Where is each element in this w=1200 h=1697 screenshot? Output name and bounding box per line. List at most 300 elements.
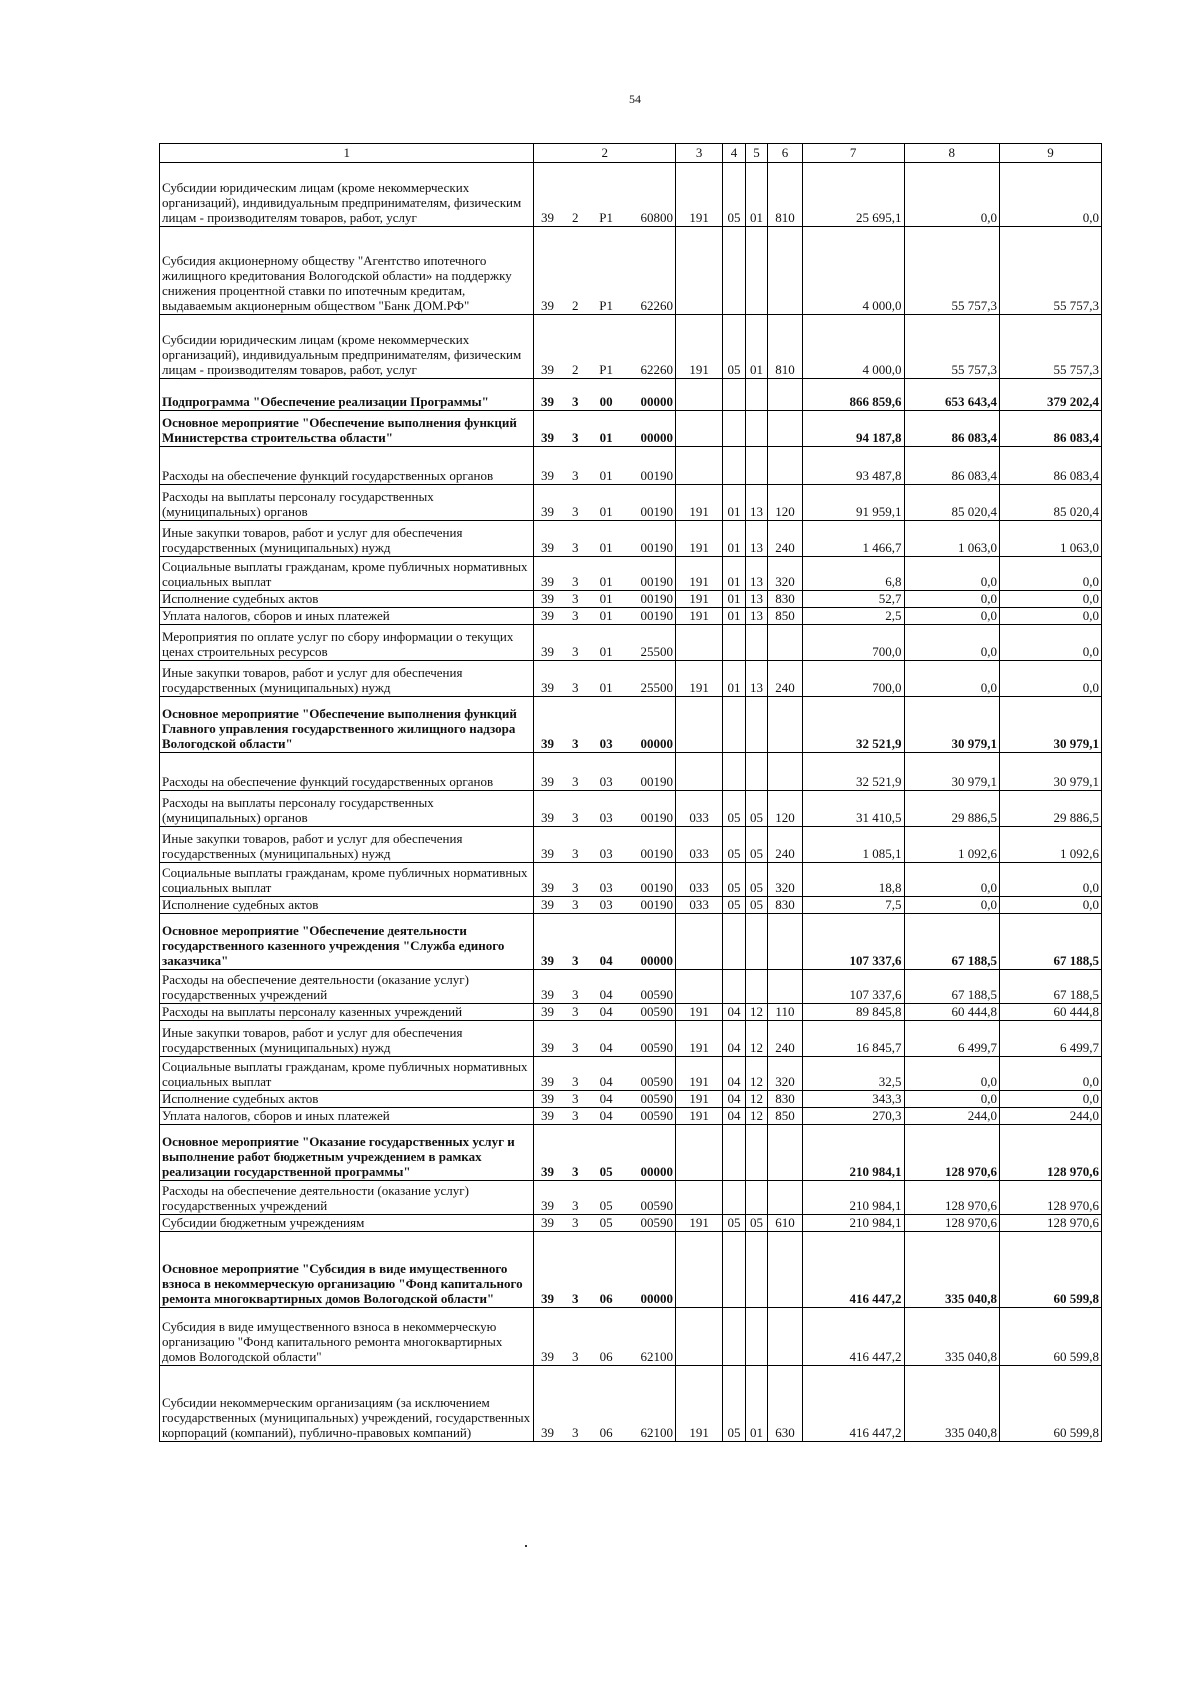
code-direction: 00590 (640, 1040, 674, 1055)
row-name: Основное мероприятие "Оказание государственных услуг и выполнение работ бюджетным учреждением в рамках реализации государственной программы" (160, 1125, 534, 1181)
code-direction: 00000 (640, 394, 674, 409)
row-col4 (723, 447, 746, 485)
code-subprogram: 3 (572, 591, 579, 606)
row-code (534, 1108, 676, 1125)
code-event: 04 (599, 1004, 613, 1019)
row-code (534, 1125, 676, 1181)
row-code (534, 625, 676, 661)
row-code (534, 970, 676, 1004)
row-col3: 033 (676, 827, 723, 863)
code-event: 03 (599, 774, 613, 789)
row-value-8: 335 040,8 (904, 1366, 999, 1442)
row-col6 (768, 1125, 802, 1181)
row-value-8: 55 757,3 (904, 315, 999, 379)
row-value-8: 85 020,4 (904, 485, 999, 521)
row-col6: 240 (768, 521, 802, 557)
row-col3: 191 (676, 485, 723, 521)
row-col5 (745, 970, 768, 1004)
row-col6: 810 (768, 315, 802, 379)
code-program: 39 (540, 468, 554, 483)
code-subprogram: 3 (572, 680, 579, 695)
row-col6 (768, 625, 802, 661)
page-number: 54 (629, 92, 641, 106)
table-row (160, 1021, 1102, 1057)
row-name: Основное мероприятие "Обеспечение выполнения функций Министерства строительства области" (160, 411, 534, 447)
row-value-9: 30 979,1 (1000, 753, 1102, 791)
code-subprogram: 3 (572, 1091, 579, 1106)
row-value-7: 6,8 (802, 557, 904, 591)
row-value-9: 128 970,6 (1000, 1215, 1102, 1232)
row-name: Расходы на выплаты персоналу государственных (муниципальных) органов (160, 485, 534, 521)
header-cell: 6 (768, 144, 802, 163)
row-col4 (723, 914, 746, 970)
table-row (160, 970, 1102, 1004)
code-direction: 00190 (640, 880, 674, 895)
row-col5: 01 (745, 1366, 768, 1442)
row-value-8: 0,0 (904, 897, 999, 914)
header-cell: 9 (1000, 144, 1102, 163)
code-event: 05 (599, 1215, 613, 1230)
code-program: 39 (540, 880, 554, 895)
row-col4 (723, 625, 746, 661)
table-row (160, 521, 1102, 557)
code-event: 01 (599, 540, 613, 555)
table-row (160, 863, 1102, 897)
row-code (534, 1232, 676, 1308)
row-col3 (676, 1125, 723, 1181)
row-col4: 04 (723, 1004, 746, 1021)
row-name: Уплата налогов, сборов и иных платежей (160, 608, 534, 625)
row-col6: 120 (768, 791, 802, 827)
row-name: Основное мероприятие "Обеспечение выполнения функций Главного управления государственного жилищного надзора Вологодской области" (160, 697, 534, 753)
row-value-7: 700,0 (802, 661, 904, 697)
row-name: Расходы на выплаты персоналу казенных учреждений (160, 1004, 534, 1021)
code-program: 39 (540, 846, 554, 861)
table-body (160, 163, 1102, 1442)
row-col6: 110 (768, 1004, 802, 1021)
row-col5: 12 (745, 1004, 768, 1021)
code-direction: 00590 (640, 1004, 674, 1019)
row-value-9: 0,0 (1000, 557, 1102, 591)
row-value-8: 30 979,1 (904, 697, 999, 753)
row-value-8: 653 643,4 (904, 379, 999, 411)
row-value-7: 416 447,2 (802, 1366, 904, 1442)
row-col6: 830 (768, 1091, 802, 1108)
row-col4 (723, 1232, 746, 1308)
row-col6: 850 (768, 608, 802, 625)
row-name: Социальные выплаты гражданам, кроме публичных нормативных социальных выплат (160, 1057, 534, 1091)
row-col5: 13 (745, 521, 768, 557)
code-program: 39 (540, 897, 554, 912)
row-code (534, 914, 676, 970)
code-subprogram: 3 (572, 1108, 579, 1123)
row-col3 (676, 447, 723, 485)
row-col4: 05 (723, 1215, 746, 1232)
row-col3 (676, 1308, 723, 1366)
row-col4 (723, 411, 746, 447)
row-col3 (676, 1181, 723, 1215)
code-event: 01 (599, 591, 613, 606)
code-event: 01 (599, 504, 613, 519)
code-event: P1 (599, 210, 614, 225)
code-direction: 62100 (640, 1425, 674, 1440)
row-value-7: 32,5 (802, 1057, 904, 1091)
row-code (534, 753, 676, 791)
code-event: 00 (599, 394, 613, 409)
code-subprogram: 3 (572, 897, 579, 912)
code-event: 06 (599, 1425, 613, 1440)
row-col6: 830 (768, 591, 802, 608)
code-subprogram: 3 (572, 644, 579, 659)
code-program: 39 (540, 1198, 554, 1213)
code-direction: 00190 (640, 608, 674, 623)
header-cell: 2 (534, 144, 676, 163)
table-row (160, 625, 1102, 661)
row-code (534, 1215, 676, 1232)
row-col6 (768, 411, 802, 447)
row-col5: 05 (745, 1215, 768, 1232)
row-col5: 01 (745, 315, 768, 379)
code-direction: 00000 (640, 430, 674, 445)
code-subprogram: 3 (572, 880, 579, 895)
row-col5 (745, 1181, 768, 1215)
row-value-8: 1 063,0 (904, 521, 999, 557)
row-name: Социальные выплаты гражданам, кроме публичных нормативных социальных выплат (160, 557, 534, 591)
row-value-7: 91 959,1 (802, 485, 904, 521)
code-program: 39 (540, 736, 554, 751)
code-subprogram: 3 (572, 1040, 579, 1055)
code-subprogram: 3 (572, 1004, 579, 1019)
row-code (534, 791, 676, 827)
row-col6 (768, 970, 802, 1004)
table-row (160, 379, 1102, 411)
row-value-8: 0,0 (904, 163, 999, 227)
row-col6 (768, 379, 802, 411)
row-code (534, 1091, 676, 1108)
header-row (160, 144, 1102, 163)
row-col6: 810 (768, 163, 802, 227)
code-direction: 00000 (640, 736, 674, 751)
code-direction: 00590 (640, 1215, 674, 1230)
row-code (534, 1308, 676, 1366)
scan-speck (525, 1545, 527, 1547)
code-event: 04 (599, 953, 613, 968)
row-col4: 01 (723, 661, 746, 697)
header-cell: 7 (802, 144, 904, 163)
row-col5: 12 (745, 1021, 768, 1057)
table-row (160, 1091, 1102, 1108)
row-col3 (676, 753, 723, 791)
code-program: 39 (540, 810, 554, 825)
code-direction: 00190 (640, 540, 674, 555)
code-program: 39 (540, 953, 554, 968)
row-col6: 320 (768, 863, 802, 897)
row-value-7: 210 984,1 (802, 1215, 904, 1232)
row-code (534, 1021, 676, 1057)
code-subprogram: 3 (572, 774, 579, 789)
table-row (160, 1004, 1102, 1021)
code-event: 04 (599, 1091, 613, 1106)
code-program: 39 (540, 394, 554, 409)
row-col3: 191 (676, 1366, 723, 1442)
table-row (160, 1366, 1102, 1442)
row-value-9: 0,0 (1000, 1091, 1102, 1108)
row-name: Исполнение судебных актов (160, 897, 534, 914)
row-name: Иные закупки товаров, работ и услуг для обеспечения государственных (муниципальных) нужд (160, 1021, 534, 1057)
code-direction: 00000 (640, 953, 674, 968)
row-value-8: 67 188,5 (904, 914, 999, 970)
code-program: 39 (540, 987, 554, 1002)
code-program: 39 (540, 1291, 554, 1306)
code-event: 06 (599, 1349, 613, 1364)
code-subprogram: 3 (572, 430, 579, 445)
code-direction: 00000 (640, 1291, 674, 1306)
row-col5: 12 (745, 1108, 768, 1125)
row-value-7: 210 984,1 (802, 1181, 904, 1215)
row-col4: 05 (723, 863, 746, 897)
row-name: Субсидии бюджетным учреждениям (160, 1215, 534, 1232)
row-code (534, 227, 676, 315)
table-row (160, 791, 1102, 827)
code-program: 39 (540, 1349, 554, 1364)
row-col5: 05 (745, 897, 768, 914)
row-value-8: 0,0 (904, 591, 999, 608)
code-subprogram: 3 (572, 1164, 579, 1179)
row-code (534, 485, 676, 521)
code-direction: 00190 (640, 846, 674, 861)
code-event: 03 (599, 810, 613, 825)
row-value-9: 0,0 (1000, 863, 1102, 897)
row-col4 (723, 970, 746, 1004)
row-value-7: 32 521,9 (802, 753, 904, 791)
row-name: Субсидия акционерному обществу "Агентство ипотечного жилищного кредитования Вологодской области» на поддержку снижения процентной ставки по ипотечным кредитам, выдаваемым акционерным обществом "Банк ДОМ.РФ" (160, 227, 534, 315)
row-value-9: 1 063,0 (1000, 521, 1102, 557)
row-name: Расходы на обеспечение деятельности (оказание услуг) государственных учреждений (160, 1181, 534, 1215)
table-row (160, 447, 1102, 485)
table-row (160, 1181, 1102, 1215)
row-col3 (676, 914, 723, 970)
code-event: 05 (599, 1198, 613, 1213)
row-value-8: 335 040,8 (904, 1232, 999, 1308)
row-value-7: 107 337,6 (802, 970, 904, 1004)
code-program: 39 (540, 362, 554, 377)
row-code (534, 697, 676, 753)
row-value-9: 6 499,7 (1000, 1021, 1102, 1057)
row-col5: 13 (745, 661, 768, 697)
row-value-7: 700,0 (802, 625, 904, 661)
row-value-8: 1 092,6 (904, 827, 999, 863)
row-value-9: 85 020,4 (1000, 485, 1102, 521)
row-value-8: 128 970,6 (904, 1215, 999, 1232)
code-direction: 00190 (640, 810, 674, 825)
row-col6 (768, 1232, 802, 1308)
row-col3: 033 (676, 791, 723, 827)
row-col6: 240 (768, 661, 802, 697)
code-program: 39 (540, 680, 554, 695)
code-event: P1 (599, 362, 614, 377)
row-col5: 05 (745, 827, 768, 863)
row-col3: 033 (676, 897, 723, 914)
row-col4 (723, 379, 746, 411)
row-value-8: 60 444,8 (904, 1004, 999, 1021)
code-subprogram: 3 (572, 1198, 579, 1213)
code-program: 39 (540, 608, 554, 623)
row-value-8: 0,0 (904, 661, 999, 697)
row-col3: 191 (676, 661, 723, 697)
table-row (160, 557, 1102, 591)
row-name: Субсидия в виде имущественного взноса в некоммерческую организацию "Фонд капитального ремонта многоквартирных домов Вологодской области" (160, 1308, 534, 1366)
code-subprogram: 3 (572, 987, 579, 1002)
row-value-7: 2,5 (802, 608, 904, 625)
row-value-8: 128 970,6 (904, 1125, 999, 1181)
code-event: 03 (599, 880, 613, 895)
row-value-9: 0,0 (1000, 591, 1102, 608)
row-code (534, 379, 676, 411)
row-col4: 01 (723, 485, 746, 521)
row-col4: 05 (723, 1366, 746, 1442)
row-value-9: 67 188,5 (1000, 914, 1102, 970)
table-row (160, 608, 1102, 625)
row-code (534, 608, 676, 625)
row-col4: 01 (723, 557, 746, 591)
row-col5 (745, 697, 768, 753)
table-row (160, 591, 1102, 608)
row-value-8: 29 886,5 (904, 791, 999, 827)
row-value-9: 86 083,4 (1000, 411, 1102, 447)
row-name: Иные закупки товаров, работ и услуг для обеспечения государственных (муниципальных) нужд (160, 521, 534, 557)
code-program: 39 (540, 1074, 554, 1089)
row-col4: 05 (723, 791, 746, 827)
row-value-9: 0,0 (1000, 661, 1102, 697)
header-cell: 8 (904, 144, 999, 163)
row-name: Иные закупки товаров, работ и услуг для обеспечения государственных (муниципальных) нужд (160, 827, 534, 863)
code-subprogram: 3 (572, 1074, 579, 1089)
table-row (160, 1057, 1102, 1091)
row-value-8: 30 979,1 (904, 753, 999, 791)
row-value-8: 67 188,5 (904, 970, 999, 1004)
row-value-9: 0,0 (1000, 897, 1102, 914)
row-value-7: 866 859,6 (802, 379, 904, 411)
row-value-7: 93 487,8 (802, 447, 904, 485)
row-col4: 05 (723, 897, 746, 914)
code-program: 39 (540, 774, 554, 789)
row-col4: 01 (723, 591, 746, 608)
row-name: Исполнение судебных актов (160, 1091, 534, 1108)
row-col5: 12 (745, 1091, 768, 1108)
row-code (534, 591, 676, 608)
code-event: 06 (599, 1291, 613, 1306)
row-col4 (723, 753, 746, 791)
row-name: Субсидии юридическим лицам (кроме некоммерческих организаций), индивидуальным предпринимателям, физическим лицам - производителям товаров, работ, услуг (160, 315, 534, 379)
code-event: 01 (599, 430, 613, 445)
table-row (160, 753, 1102, 791)
code-subprogram: 3 (572, 1425, 579, 1440)
row-col6: 120 (768, 485, 802, 521)
row-col6: 850 (768, 1108, 802, 1125)
code-program: 39 (540, 1091, 554, 1106)
row-value-7: 52,7 (802, 591, 904, 608)
row-name: Иные закупки товаров, работ и услуг для обеспечения государственных (муниципальных) нужд (160, 661, 534, 697)
code-direction: 00190 (640, 574, 674, 589)
row-col3 (676, 1232, 723, 1308)
code-subprogram: 3 (572, 736, 579, 751)
row-value-9: 0,0 (1000, 625, 1102, 661)
row-value-7: 94 187,8 (802, 411, 904, 447)
row-value-8: 86 083,4 (904, 411, 999, 447)
table-row (160, 1308, 1102, 1366)
row-value-9: 0,0 (1000, 1057, 1102, 1091)
row-col3: 191 (676, 591, 723, 608)
row-col3 (676, 379, 723, 411)
row-value-9: 0,0 (1000, 163, 1102, 227)
code-program: 39 (540, 591, 554, 606)
row-code (534, 557, 676, 591)
row-col3 (676, 411, 723, 447)
row-col4: 04 (723, 1021, 746, 1057)
row-col3: 191 (676, 521, 723, 557)
row-value-9: 60 599,8 (1000, 1232, 1102, 1308)
row-col4 (723, 1181, 746, 1215)
header-cell: 1 (160, 144, 534, 163)
code-event: 05 (599, 1164, 613, 1179)
code-direction: 00590 (640, 987, 674, 1002)
row-value-7: 210 984,1 (802, 1125, 904, 1181)
row-value-8: 0,0 (904, 1057, 999, 1091)
row-code (534, 521, 676, 557)
table-row (160, 897, 1102, 914)
row-code (534, 163, 676, 227)
code-direction: 00190 (640, 591, 674, 606)
row-col6: 830 (768, 897, 802, 914)
row-col6: 320 (768, 1057, 802, 1091)
code-subprogram: 3 (572, 1215, 579, 1230)
code-direction: 00190 (640, 468, 674, 483)
row-name: Социальные выплаты гражданам, кроме публичных нормативных социальных выплат (160, 863, 534, 897)
code-event: 01 (599, 468, 613, 483)
header-cell: 3 (676, 144, 723, 163)
row-value-8: 0,0 (904, 1091, 999, 1108)
row-value-7: 18,8 (802, 863, 904, 897)
row-value-7: 343,3 (802, 1091, 904, 1108)
code-subprogram: 3 (572, 574, 579, 589)
row-col3: 033 (676, 863, 723, 897)
row-value-9: 60 599,8 (1000, 1366, 1102, 1442)
table-row (160, 315, 1102, 379)
row-name: Мероприятия по оплате услуг по сбору информации о текущих ценах строительных ресурсов (160, 625, 534, 661)
row-value-9: 244,0 (1000, 1108, 1102, 1125)
row-col5: 01 (745, 163, 768, 227)
row-value-7: 1 085,1 (802, 827, 904, 863)
row-col4: 04 (723, 1091, 746, 1108)
row-value-8: 86 083,4 (904, 447, 999, 485)
code-direction: 00590 (640, 1091, 674, 1106)
row-col3: 191 (676, 163, 723, 227)
row-value-7: 89 845,8 (802, 1004, 904, 1021)
row-col3: 191 (676, 1057, 723, 1091)
row-col5 (745, 625, 768, 661)
row-value-8: 55 757,3 (904, 227, 999, 315)
row-code (534, 315, 676, 379)
row-value-9: 29 886,5 (1000, 791, 1102, 827)
row-value-7: 107 337,6 (802, 914, 904, 970)
row-col3: 191 (676, 315, 723, 379)
code-event: 04 (599, 1108, 613, 1123)
row-col6: 240 (768, 827, 802, 863)
code-direction: 00190 (640, 897, 674, 912)
header-cell: 5 (745, 144, 768, 163)
code-event: P1 (599, 298, 614, 313)
row-col3: 191 (676, 1021, 723, 1057)
